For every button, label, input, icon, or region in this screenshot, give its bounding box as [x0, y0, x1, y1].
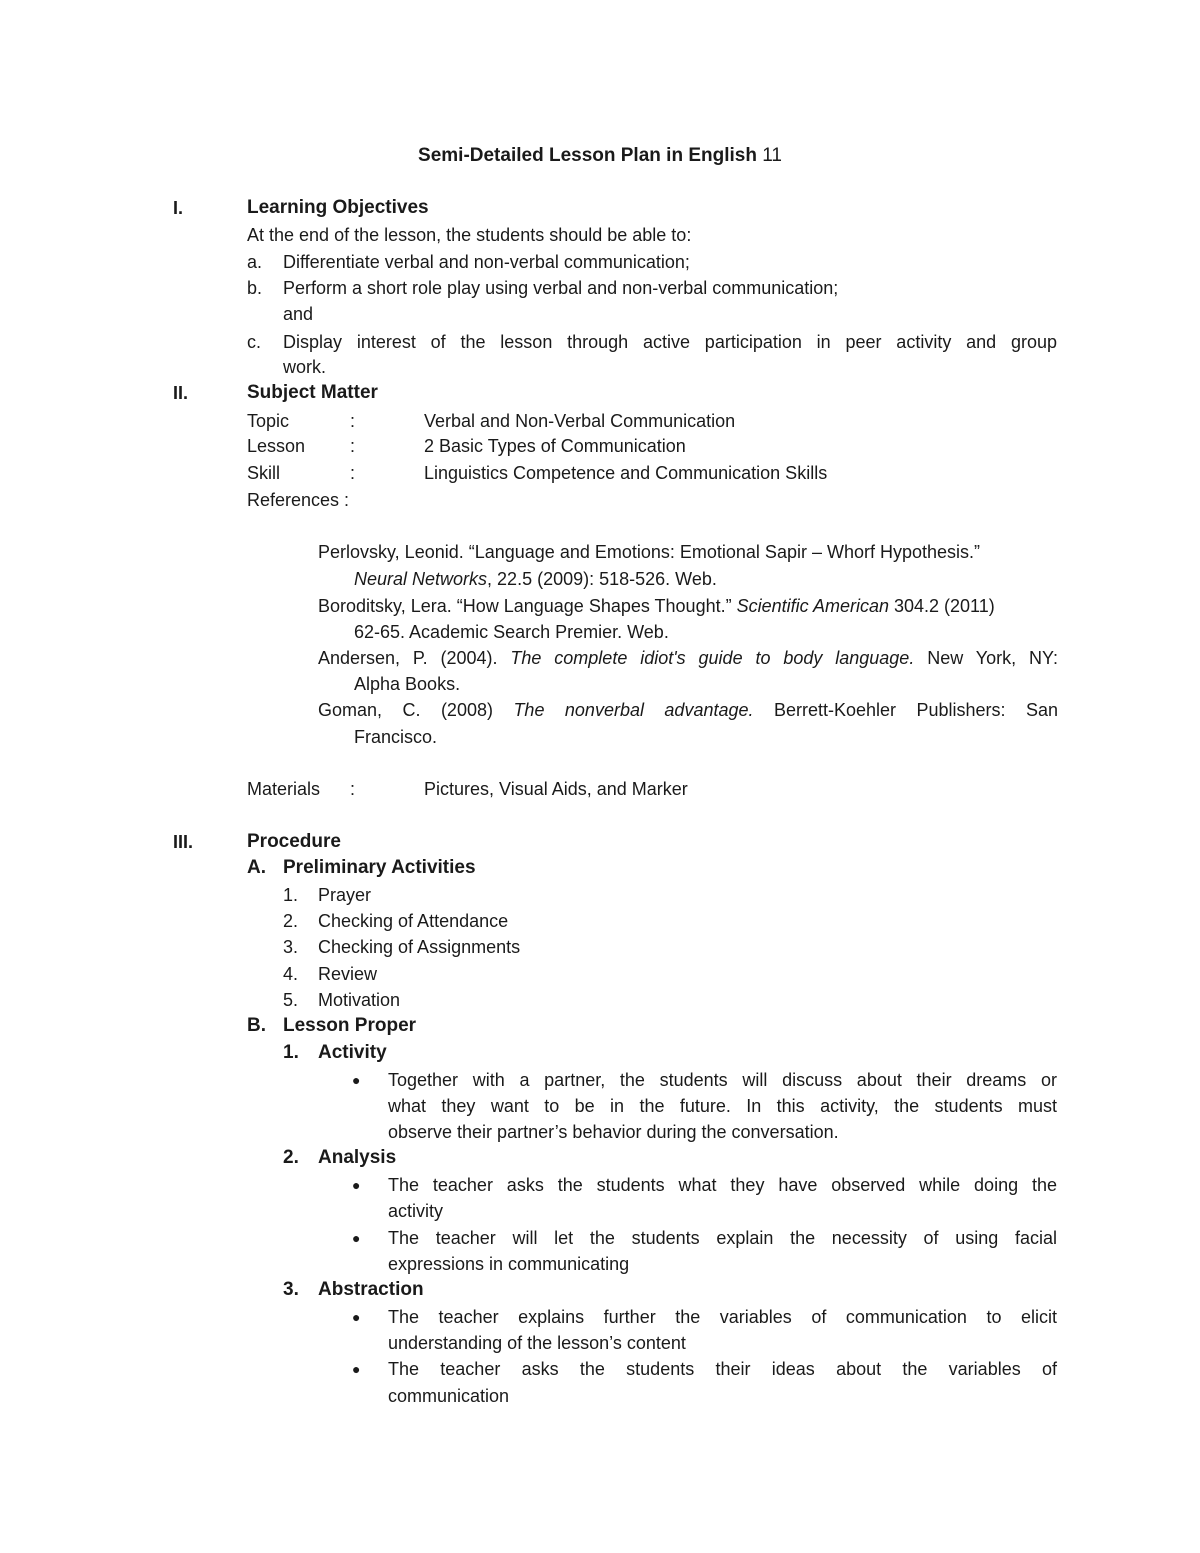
reference-3-title: The complete idiot's guide to body language. — [510, 648, 915, 668]
lesson-value: 2 Basic Types of Communication — [424, 436, 686, 456]
step-1-number: 1. — [283, 1042, 299, 1063]
reference-2-line-2: 62-65. Academic Search Premier. Web. — [354, 622, 669, 642]
reference-1-details: , 22.5 (2009): 518-526. Web. — [487, 569, 717, 589]
step-3-bullet-1-line-2: understanding of the lesson’s content — [388, 1333, 686, 1353]
prelim-1-number: 1. — [283, 885, 299, 905]
section-3-numeral: III. — [173, 832, 194, 852]
objective-a-letter: a. — [247, 252, 263, 272]
step-3-bullet-2-line-1: The teacher asks the students their ideas about the variables of — [388, 1359, 1057, 1379]
objective-c-text: Display interest of the lesson through active participation in peer activity and group — [283, 332, 1057, 352]
bullet-icon: ● — [352, 1309, 361, 1325]
section-2-heading: Subject Matter — [247, 382, 378, 403]
prelim-5-number: 5. — [283, 990, 299, 1010]
bullet-icon: ● — [352, 1072, 361, 1088]
reference-3-publisher: New York, NY: — [914, 648, 1059, 668]
subsection-a-heading: Preliminary Activities — [283, 857, 476, 878]
reference-2-volume: 304.2 (2011) — [888, 596, 995, 616]
title-main: Semi-Detailed Lesson Plan in English — [418, 145, 757, 166]
reference-4-line-1 — [318, 697, 1058, 723]
step-2-bullet-1-line-2: activity — [388, 1201, 444, 1221]
lesson-label: Lesson — [247, 436, 306, 456]
bullet-icon: ● — [352, 1361, 361, 1377]
skill-value: Linguistics Competence and Communication Skills — [424, 463, 828, 483]
prelim-2-number: 2. — [283, 911, 299, 931]
objective-c-letter: c. — [247, 332, 262, 352]
reference-2-journal: Scientific American — [736, 596, 889, 616]
reference-3-line-2: Alpha Books. — [354, 674, 461, 694]
prelim-2-text: Checking of Attendance — [318, 911, 509, 931]
section-1-numeral: I. — [173, 198, 184, 218]
skill-label: Skill — [247, 463, 281, 483]
reference-4-line-2: Francisco. — [354, 727, 438, 747]
step-3-number: 3. — [283, 1279, 299, 1300]
step-1-heading: Activity — [318, 1042, 387, 1063]
objective-b-text: Perform a short role play using verbal and non-verbal communication; — [283, 278, 839, 298]
objectives-intro: At the end of the lesson, the students should be able to: — [247, 225, 692, 245]
step-1-bullet-1-line-3: observe their partner’s behavior during the conversation. — [388, 1122, 839, 1142]
step-2-bullet-2-line-2: expressions in communicating — [388, 1254, 630, 1274]
objective-b-text-cont: and — [283, 304, 314, 324]
topic-colon: : — [350, 411, 356, 431]
prelim-4-number: 4. — [283, 964, 299, 984]
objective-c-text-cont: work. — [283, 357, 327, 377]
step-3-bullet-2-line-2: communication — [388, 1386, 510, 1406]
objective-b-letter: b. — [247, 278, 263, 298]
step-1-bullet-1-line-1: Together with a partner, the students will discuss about their dreams or — [388, 1070, 1057, 1090]
reference-2-line-1 — [318, 593, 995, 619]
objective-a-text: Differentiate verbal and non-verbal communication; — [283, 252, 690, 272]
reference-3-line-1 — [318, 645, 1058, 671]
reference-4-title: The nonverbal advantage. — [513, 700, 754, 720]
step-2-bullet-2-line-1: The teacher will let the students explain the necessity of using facial — [388, 1228, 1057, 1248]
title-number: 11 — [762, 145, 782, 166]
subsection-a-letter: A. — [247, 857, 266, 878]
prelim-5-text: Motivation — [318, 990, 401, 1010]
document-title — [0, 143, 1200, 169]
materials-colon: : — [350, 779, 356, 799]
prelim-3-text: Checking of Assignments — [318, 937, 521, 957]
subsection-b-letter: B. — [247, 1015, 266, 1036]
prelim-3-number: 3. — [283, 937, 299, 957]
section-1-heading: Learning Objectives — [247, 197, 429, 218]
reference-1-line-2 — [354, 566, 717, 592]
step-2-heading: Analysis — [318, 1147, 397, 1168]
references-label: References : — [247, 490, 350, 510]
section-2-numeral: II. — [173, 383, 189, 403]
reference-4-author: Goman, C. (2008) — [318, 700, 514, 720]
topic-value: Verbal and Non-Verbal Communication — [424, 411, 736, 431]
lesson-colon: : — [350, 436, 356, 456]
prelim-1-text: Prayer — [318, 885, 372, 905]
step-1-bullet-1-line-2: what they want to be in the future. In this activity, the students must — [388, 1096, 1057, 1116]
section-3-heading: Procedure — [247, 831, 341, 852]
materials-label: Materials — [247, 779, 321, 799]
bullet-icon: ● — [352, 1177, 361, 1193]
reference-2-author: Boroditsky, Lera. “How Language Shapes Thought.” — [318, 596, 737, 616]
step-2-number: 2. — [283, 1147, 299, 1168]
reference-3-author: Andersen, P. (2004). — [318, 648, 511, 668]
reference-4-publisher: Berrett-Koehler Publishers: San — [753, 700, 1059, 720]
subsection-b-heading: Lesson Proper — [283, 1015, 417, 1036]
step-3-heading: Abstraction — [318, 1279, 424, 1300]
step-3-bullet-1-line-1: The teacher explains further the variables of communication to elicit — [388, 1307, 1057, 1327]
materials-value: Pictures, Visual Aids, and Marker — [424, 779, 688, 799]
topic-label: Topic — [247, 411, 290, 431]
reference-1-journal: Neural Networks — [354, 569, 488, 589]
step-2-bullet-1-line-1: The teacher asks the students what they have observed while doing the — [388, 1175, 1057, 1195]
skill-colon: : — [350, 463, 356, 483]
bullet-icon: ● — [352, 1230, 361, 1246]
reference-1-line-1: Perlovsky, Leonid. “Language and Emotions: Emotional Sapir – Whorf Hypothesis.” — [318, 542, 981, 562]
prelim-4-text: Review — [318, 964, 378, 984]
